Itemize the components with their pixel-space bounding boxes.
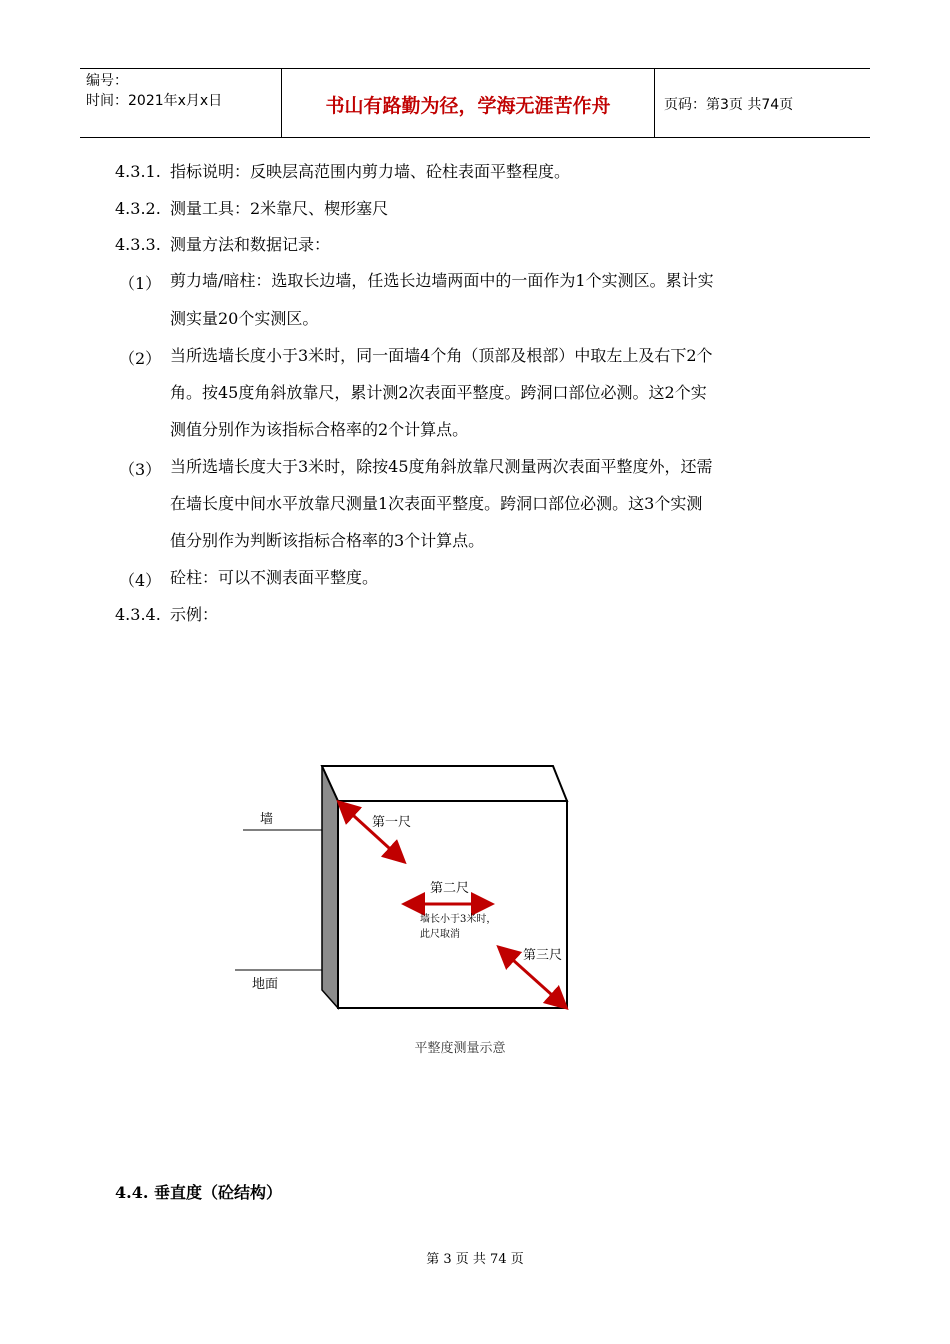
header-page-info: 页码：第3页 共74页	[664, 97, 794, 113]
paragraph-text: 值分别作为判断该指标合格率的3个计算点。	[170, 531, 485, 550]
header-motto: 书山有路勤为径，学海无涯苦作舟	[325, 95, 611, 117]
paragraph-text: 测量工具：2米靠尺、楔形塞尺	[170, 199, 389, 218]
paragraph-text: 测实量20个实测区。	[170, 309, 319, 328]
paragraph-text: 当所选墙长度大于3米时，除按45度角斜放靠尺测量两次表面平整度外，还需	[170, 457, 713, 476]
section-number: 4.3.2.	[115, 199, 161, 218]
header-date: 时间：2021年x月x日	[86, 93, 223, 109]
paragraph-text: 角。按45度角斜放靠尺，累计测2次表面平整度。跨洞口部位必测。这2个实	[170, 383, 707, 402]
paragraph-text: 测值分别作为该指标合格率的2个计算点。	[170, 420, 469, 439]
ruler-2-note: 墙长小于3米时，	[420, 914, 497, 925]
wall-side-face	[322, 766, 338, 1008]
wall-label: 墙	[260, 812, 274, 827]
header-number-label: 编号：	[86, 73, 128, 89]
diagram-caption: 平整度测量示意	[414, 1041, 506, 1056]
paragraph-text: 剪力墙/暗柱：选取长边墙，任选长边墙两面中的一面作为1个实测区。累计实	[170, 271, 714, 290]
ruler-1-label: 第一尺	[372, 815, 412, 830]
ruler-3-label: 第三尺	[523, 948, 563, 963]
section-number: 4.3.1.	[115, 162, 161, 181]
page-footer: 第 3 页 共 74 页	[426, 1252, 524, 1267]
paragraph-text: 测量方法和数据记录：	[170, 235, 331, 254]
paragraph-text: 砼柱：可以不测表面平整度。	[170, 568, 379, 587]
list-number: （4）	[119, 571, 162, 590]
list-number: （1）	[119, 274, 162, 293]
ruler-2-label: 第二尺	[430, 881, 470, 896]
paragraph-text: 示例：	[170, 605, 219, 624]
ground-label: 地面	[252, 977, 279, 992]
section-number: 4.3.3.	[115, 235, 161, 254]
section-heading: 4.4. 垂直度（砼结构）	[115, 1183, 282, 1202]
paragraph-text: 在墙长度中间水平放靠尺测量1次表面平整度。跨洞口部位必测。这3个实测	[170, 494, 703, 513]
paragraph-text: 指标说明：反映层高范围内剪力墙、砼柱表面平整程度。	[170, 162, 571, 181]
section-number: 4.3.4.	[115, 605, 161, 624]
ruler-2-note: 此尺取消	[420, 929, 460, 940]
list-number: （3）	[119, 460, 162, 479]
wall-top-face	[322, 766, 567, 801]
list-number: （2）	[119, 349, 162, 368]
paragraph-text: 当所选墙长度小于3米时，同一面墙4个角（顶部及根部）中取左上及右下2个	[170, 346, 713, 365]
